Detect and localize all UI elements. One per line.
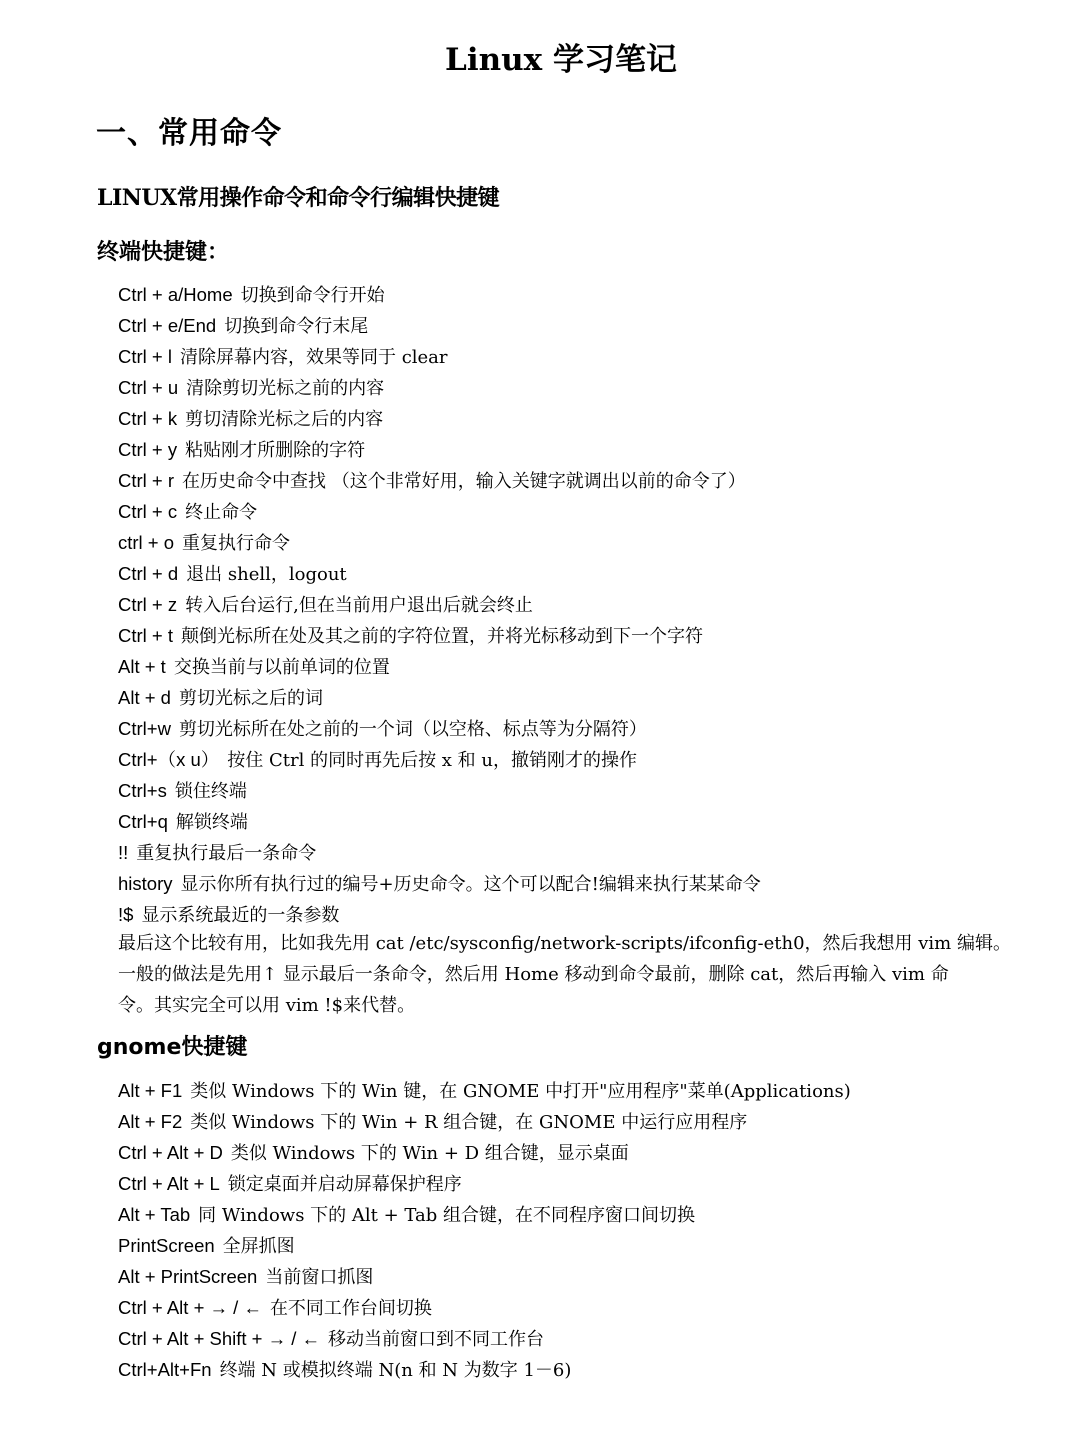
terminal-shortcuts-heading: 终端快捷键：: [97, 239, 230, 265]
shortcut-desc: 退出 shell，logout: [186, 564, 347, 585]
shortcut-key: Ctrl + t: [118, 625, 173, 646]
shortcut-item: [118, 1199, 1058, 1230]
shortcut-item: [118, 341, 1058, 372]
shortcut-desc: 全屏抓图: [222, 1236, 295, 1257]
paragraph-line: 一般的做法是先用↑ 显示最后一条命令，然后用 Home 移动到命令最前，删除 cat，然后再输入 vim 命: [118, 964, 949, 985]
shortcut-key: ctrl + o: [118, 532, 175, 553]
shortcut-item: [118, 1354, 1058, 1385]
shortcut-key: Alt + Tab: [118, 1204, 191, 1225]
explanation-paragraph: [118, 928, 1053, 1021]
shortcut-desc: 剪切清除光标之后的内容: [185, 409, 384, 430]
shortcut-key: Ctrl + y: [118, 439, 178, 460]
shortcut-item: [118, 527, 1058, 558]
shortcut-key: Ctrl + Alt + → / ←: [118, 1297, 262, 1318]
shortcut-item: [118, 744, 1058, 775]
shortcut-desc: 类似 Windows 下的 Win 键，在 GNOME 中打开"应用程序"菜单(Applications): [190, 1081, 851, 1102]
shortcut-key: !$: [118, 904, 134, 925]
shortcut-item: [118, 620, 1058, 651]
shortcut-item: [118, 868, 1058, 899]
shortcut-key: Ctrl + z: [118, 594, 178, 615]
shortcut-desc: 类似 Windows 下的 Win + R 组合键，在 GNOME 中运行应用程序: [190, 1112, 748, 1133]
document-title: Linux 学习笔记: [445, 42, 677, 78]
shortcut-desc: 切换到命令行末尾: [224, 316, 369, 337]
gnome-shortcut-list: [118, 1075, 1058, 1385]
shortcut-desc: 在历史命令中查找 （这个非常好用，输入关键字就调出以前的命令了）: [182, 471, 746, 492]
shortcut-desc: 显示系统最近的一条参数: [141, 905, 340, 926]
shortcut-desc: 当前窗口抓图: [265, 1267, 374, 1288]
shortcut-key: Ctrl + Alt + Shift + → / ←: [118, 1328, 321, 1349]
shortcut-item: [118, 1230, 1058, 1261]
shortcut-desc: 颠倒光标所在处及其之前的字符位置，并将光标移动到下一个字符: [181, 626, 703, 647]
shortcut-key: Alt + F1: [118, 1080, 183, 1101]
shortcut-item: [118, 1261, 1058, 1292]
shortcut-key: Ctrl + e/End: [118, 315, 217, 336]
shortcut-desc: 剪切光标所在处之前的一个词（以空格、标点等为分隔符）: [178, 719, 647, 740]
shortcut-item: [118, 403, 1058, 434]
shortcut-desc: 交换当前与以前单词的位置: [173, 657, 390, 678]
shortcut-item: [118, 1137, 1058, 1168]
shortcut-desc: 按住 Ctrl 的同时再先后按 x 和 u，撤销刚才的操作: [227, 750, 637, 771]
section-heading: 一、常用命令: [96, 116, 282, 151]
shortcut-desc: 锁定桌面并启动屏幕保护程序: [227, 1174, 462, 1195]
paragraph-line: 令。其实完全可以用 vim !$来代替。: [118, 995, 416, 1016]
shortcut-item: [118, 651, 1058, 682]
shortcut-key: !!: [118, 842, 129, 863]
shortcut-key: PrintScreen: [118, 1235, 215, 1256]
shortcut-key: Ctrl + k: [118, 408, 178, 429]
shortcut-desc: 显示你所有执行过的编号+历史命令。这个可以配合!编辑来执行某某命令: [180, 874, 761, 895]
shortcut-desc: 转入后台运行,但在当前用户退出后就会终止: [185, 595, 533, 616]
shortcut-item: [118, 1168, 1058, 1199]
shortcut-item: [118, 1323, 1058, 1354]
shortcut-item: [118, 496, 1058, 527]
shortcut-desc: 类似 Windows 下的 Win + D 组合键，显示桌面: [230, 1143, 629, 1164]
shortcut-key: Ctrl + a/Home: [118, 284, 233, 305]
shortcut-desc: 重复执行命令: [182, 533, 291, 554]
shortcut-desc: 清除屏幕内容，效果等同于 clear: [179, 347, 448, 368]
gnome-shortcuts-heading: gnome快捷键: [97, 1035, 248, 1060]
shortcut-key: Ctrl+Alt+Fn: [118, 1359, 212, 1380]
shortcut-key: Ctrl + d: [118, 563, 179, 584]
shortcut-key: Ctrl + c: [118, 501, 178, 522]
shortcut-desc: 切换到命令行开始: [240, 285, 385, 306]
shortcut-desc: 粘贴刚才所删除的字符: [185, 440, 366, 461]
shortcut-key: Alt + F2: [118, 1111, 183, 1132]
shortcut-key: Ctrl+s: [118, 780, 167, 801]
terminal-shortcut-list: [118, 279, 1058, 930]
shortcut-item: [118, 558, 1058, 589]
shortcut-desc: 在不同工作台间切换: [269, 1298, 432, 1319]
shortcut-key: Alt + d: [118, 687, 171, 708]
shortcut-key: Ctrl + r: [118, 470, 175, 491]
shortcut-key: history: [118, 873, 173, 894]
shortcut-desc: 终止命令: [185, 502, 258, 523]
shortcut-item: [118, 682, 1058, 713]
shortcut-desc: 剪切光标之后的词: [178, 688, 323, 709]
shortcut-item: [118, 589, 1058, 620]
shortcut-key: Alt + t: [118, 656, 166, 677]
shortcut-key: Ctrl + u: [118, 377, 179, 398]
shortcut-item: [118, 465, 1058, 496]
shortcut-item: [118, 310, 1058, 341]
shortcut-item: [118, 806, 1058, 837]
shortcut-item: [118, 1075, 1058, 1106]
shortcut-item: [118, 713, 1058, 744]
shortcut-desc: 清除剪切光标之前的内容: [186, 378, 385, 399]
shortcut-item: [118, 434, 1058, 465]
shortcut-item: [118, 1292, 1058, 1323]
shortcut-desc: 移动当前窗口到不同工作台: [328, 1329, 545, 1350]
subheading: LINUX常用操作命令和命令行编辑快捷键: [97, 185, 500, 211]
shortcut-key: Ctrl+（x u）: [118, 749, 220, 770]
shortcut-key: Ctrl + l: [118, 346, 172, 367]
shortcut-item: [118, 1106, 1058, 1137]
shortcut-desc: 重复执行最后一条命令: [136, 843, 317, 864]
paragraph-line: 最后这个比较有用，比如我先用 cat /etc/sysconfig/network-scripts/ifconfig-eth0，然后我想用 vim 编辑。: [118, 933, 1011, 954]
shortcut-item: [118, 279, 1058, 310]
shortcut-desc: 解锁终端: [175, 812, 248, 833]
shortcut-item: [118, 837, 1058, 868]
shortcut-desc: 终端 N 或模拟终端 N(n 和 N 为数字 1－6): [219, 1360, 572, 1381]
shortcut-desc: 锁住终端: [174, 781, 247, 802]
shortcut-key: Ctrl + Alt + L: [118, 1173, 220, 1194]
shortcut-key: Alt + PrintScreen: [118, 1266, 258, 1287]
shortcut-item: [118, 775, 1058, 806]
shortcut-item: [118, 372, 1058, 403]
shortcut-key: Ctrl+w: [118, 718, 171, 739]
shortcut-key: Ctrl+q: [118, 811, 168, 832]
shortcut-key: Ctrl + Alt + D: [118, 1142, 223, 1163]
shortcut-item: [118, 899, 1058, 930]
shortcut-desc: 同 Windows 下的 Alt + Tab 组合键，在不同程序窗口间切换: [198, 1205, 695, 1226]
